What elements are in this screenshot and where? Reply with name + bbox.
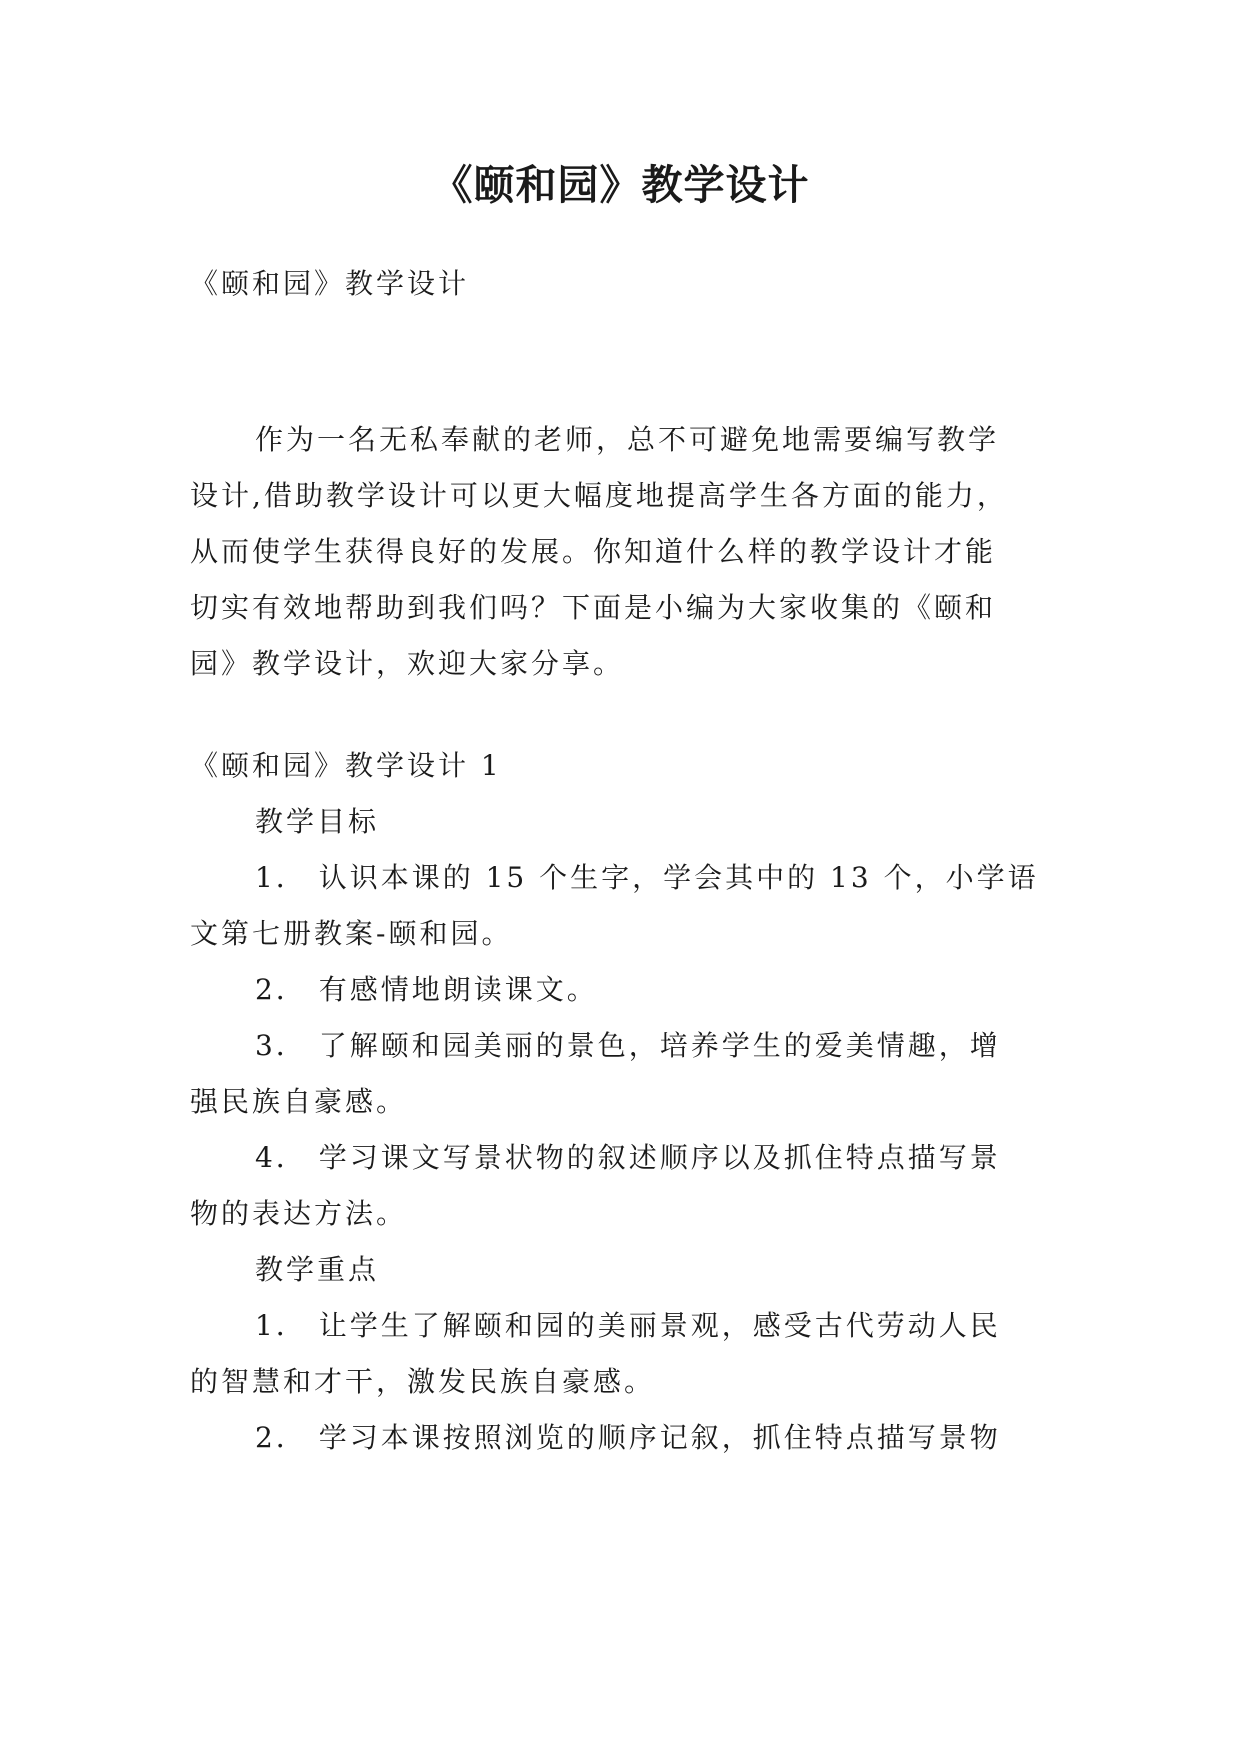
intro-line-3: 从而使学生获得良好的发展。你知道什么样的教学设计才能 bbox=[190, 535, 997, 568]
focus-line-1: 1． 让学生了解颐和园的美丽景观，感受古代劳动人民 bbox=[255, 1309, 1001, 1342]
intro-line-4: 切实有效地帮助到我们吗？下面是小编为大家收集的《颐和 bbox=[190, 591, 997, 624]
goals-heading: 教学目标 bbox=[255, 805, 380, 838]
focus-line-2: 的智慧和才干，激发民族自豪感。 bbox=[190, 1365, 656, 1398]
goal-line-1: 1． 认识本课的 15 个生字，学会其中的 13 个，小学语 bbox=[255, 861, 1039, 894]
document-subtitle: 《颐和园》教学设计 bbox=[190, 267, 470, 300]
intro-line-2: 设计,借助教学设计可以更大幅度地提高学生各方面的能力， bbox=[190, 479, 1008, 512]
goal-line-4: 3． 了解颐和园美丽的景色，培养学生的爱美情趣，增 bbox=[255, 1029, 1001, 1062]
goal-line-2: 文第七册教案-颐和园。 bbox=[190, 917, 513, 950]
intro-line-1: 作为一名无私奉献的老师，总不可避免地需要编写教学 bbox=[255, 423, 1000, 456]
goal-line-5: 强民族自豪感。 bbox=[190, 1085, 408, 1118]
focus-heading: 教学重点 bbox=[255, 1253, 380, 1286]
focus-line-3: 2． 学习本课按照浏览的顺序记叙，抓住特点描写景物 bbox=[255, 1421, 1001, 1454]
section-heading: 《颐和园》教学设计 1 bbox=[190, 749, 502, 782]
goal-line-6: 4． 学习课文写景状物的叙述顺序以及抓住特点描写景 bbox=[255, 1141, 1001, 1174]
goal-line-7: 物的表达方法。 bbox=[190, 1197, 408, 1230]
intro-line-5: 园》教学设计，欢迎大家分享。 bbox=[190, 647, 625, 680]
document-title: 《颐和园》教学设计 bbox=[431, 161, 810, 209]
goal-line-3: 2． 有感情地朗读课文。 bbox=[255, 973, 598, 1006]
